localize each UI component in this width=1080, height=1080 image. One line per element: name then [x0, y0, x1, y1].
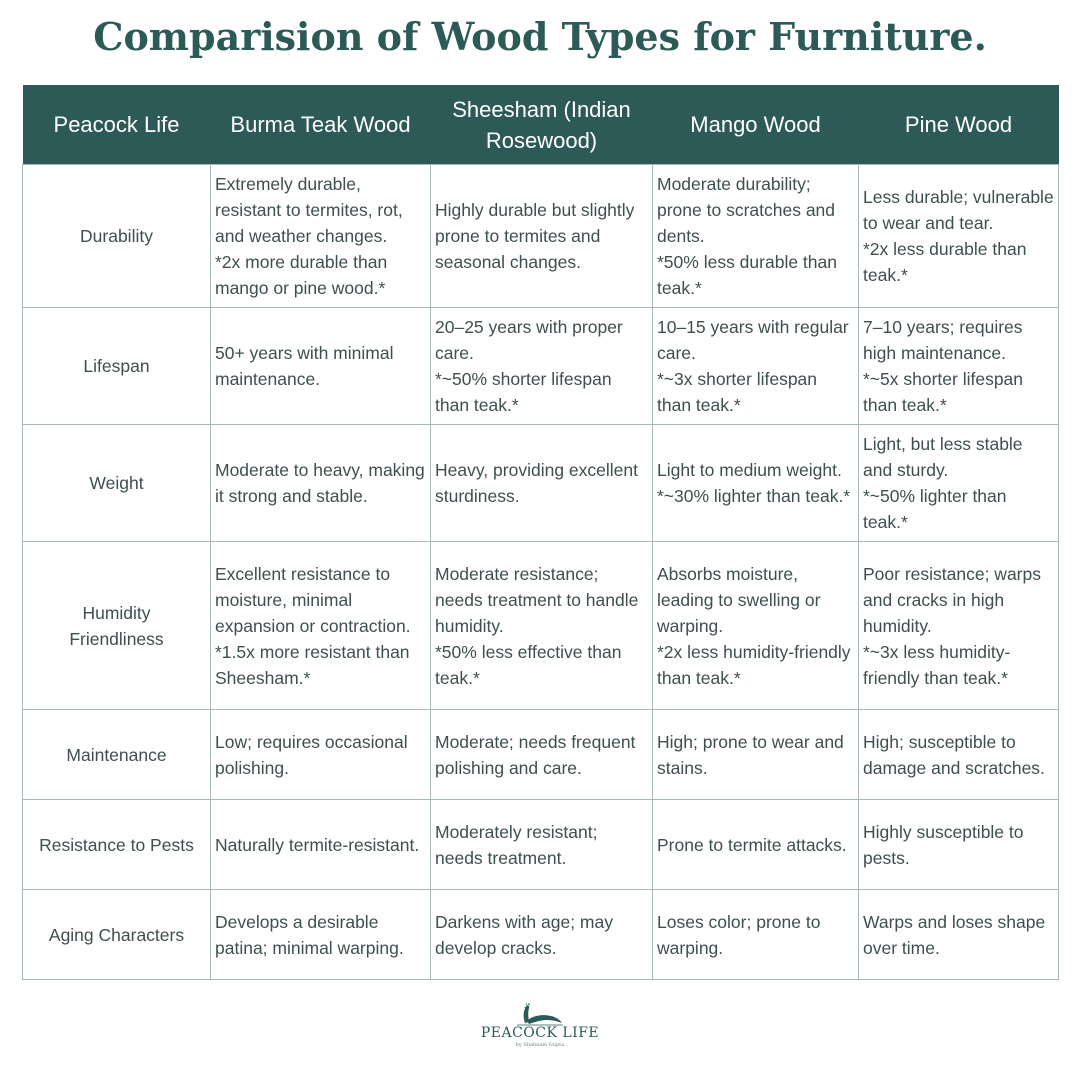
table-cell: Develops a desirable patina; minimal warping. — [211, 890, 431, 980]
table-row — [23, 710, 1059, 800]
header-sheesham: Sheesham (Indian Rosewood) — [431, 85, 653, 165]
table-cell: Moderate resistance; needs treatment to handle humidity. *50% less effective than teak.* — [431, 542, 653, 710]
row-label: Maintenance — [23, 710, 211, 800]
row-label: Weight — [23, 425, 211, 542]
row-label: Humidity Friendliness — [23, 542, 211, 710]
table-cell: Naturally termite-resistant. — [211, 800, 431, 890]
table-row — [23, 890, 1059, 980]
table-cell: High; susceptible to damage and scratches. — [859, 710, 1059, 800]
table-cell: Moderate; needs frequent polishing and care. — [431, 710, 653, 800]
table-row — [23, 425, 1059, 542]
table-cell: Moderate to heavy, making it strong and stable. — [211, 425, 431, 542]
table-cell: 50+ years with minimal maintenance. — [211, 308, 431, 425]
table-cell: Loses color; prone to warping. — [653, 890, 859, 980]
table-cell: 10–15 years with regular care. *~3x shorter lifespan than teak.* — [653, 308, 859, 425]
comparison-table — [22, 85, 1059, 980]
header-brand: Peacock Life — [23, 85, 211, 165]
header-mango: Mango Wood — [653, 85, 859, 165]
row-label: Resistance to Pests — [23, 800, 211, 890]
table-cell: Warps and loses shape over time. — [859, 890, 1059, 980]
table-row — [23, 542, 1059, 710]
table-cell: Absorbs moisture, leading to swelling or warping. *2x less humidity-friendly than teak.* — [653, 542, 859, 710]
table-cell: Prone to termite attacks. — [653, 800, 859, 890]
table-row — [23, 800, 1059, 890]
table-cell: Heavy, providing excellent sturdiness. — [431, 425, 653, 542]
page-title: Comparision of Wood Types for Furniture. — [93, 14, 987, 59]
table-cell: Moderately resistant; needs treatment. — [431, 800, 653, 890]
table-cell: Moderate durability; prone to scratches and dents. *50% less durable than teak.* — [653, 165, 859, 308]
table-cell: Less durable; vulnerable to wear and tear. *2x less durable than teak.* — [859, 165, 1059, 308]
table-row — [23, 308, 1059, 425]
table-cell: Light to medium weight. *~30% lighter than teak.* — [653, 425, 859, 542]
table-cell: 7–10 years; requires high maintenance. *~5x shorter lifespan than teak.* — [859, 308, 1059, 425]
logo-name: PEACOCK LIFE — [480, 1025, 600, 1041]
brand-logo — [476, 1003, 604, 1048]
row-label: Aging Characters — [23, 890, 211, 980]
table-header-row — [23, 85, 1059, 165]
table-cell: Low; requires occasional polishing. — [211, 710, 431, 800]
table-cell: Highly durable but slightly prone to termites and seasonal changes. — [431, 165, 653, 308]
row-label: Durability — [23, 165, 211, 308]
table-cell: Light, but less stable and sturdy. *~50% lighter than teak.* — [859, 425, 1059, 542]
table-cell: Extremely durable, resistant to termites, rot, and weather changes. *2x more durable than mango or pine wood.* — [211, 165, 431, 308]
table-cell: Poor resistance; warps and cracks in high humidity. *~3x less humidity-friendly than teak.* — [859, 542, 1059, 710]
header-pine: Pine Wood — [859, 85, 1059, 165]
table-cell: Highly susceptible to pests. — [859, 800, 1059, 890]
table-row — [23, 165, 1059, 308]
table-cell: High; prone to wear and stains. — [653, 710, 859, 800]
peacock-icon — [517, 1003, 563, 1027]
header-burma-teak: Burma Teak Wood — [211, 85, 431, 165]
table-cell: Darkens with age; may develop cracks. — [431, 890, 653, 980]
logo-tagline: by Shabnam Gupta — [515, 1042, 565, 1048]
row-label: Lifespan — [23, 308, 211, 425]
table-cell: 20–25 years with proper care. *~50% shorter lifespan than teak.* — [431, 308, 653, 425]
table-cell: Excellent resistance to moisture, minimal expansion or contraction. *1.5x more resistant than Sheesham.* — [211, 542, 431, 710]
